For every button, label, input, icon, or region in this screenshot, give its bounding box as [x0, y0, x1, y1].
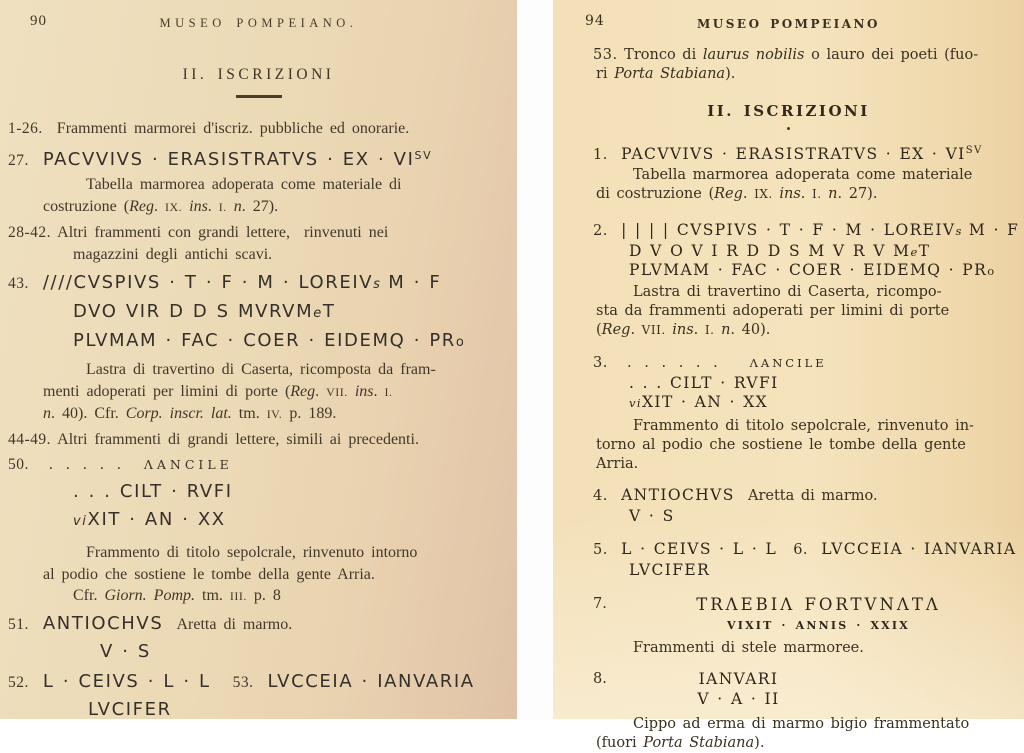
text-line	[0, 478, 517, 506]
text-segment: M · F	[388, 272, 442, 293]
text-segment: . . . CILT · RVFI	[73, 481, 233, 502]
text-segment	[608, 488, 621, 504]
text-line	[553, 302, 1024, 321]
catalog-entry	[553, 594, 1024, 658]
text-line	[553, 617, 1024, 634]
text-line	[0, 668, 517, 696]
text-segment: Frammenti di stele marmoree.	[633, 640, 864, 656]
text-segment: ANTIOCHVS	[621, 486, 735, 504]
text-segment: T	[918, 242, 931, 260]
text-segment: e	[910, 245, 919, 259]
page-header-right	[553, 0, 1024, 38]
text-segment: .	[693, 322, 705, 338]
text-line	[0, 327, 517, 356]
catalog-entry	[0, 451, 517, 608]
text-segment	[608, 223, 621, 239]
text-line	[0, 403, 517, 426]
text-segment: PACVVIVS · ERASISTRATVS · EX · VI	[621, 145, 966, 163]
text-segment: ////CVSPIVS · T · F · M · LOREIV	[42, 272, 374, 293]
text-segment	[608, 147, 621, 163]
text-segment: ins	[354, 382, 374, 400]
catalog-entry	[0, 222, 517, 265]
entry-number: 2.	[593, 223, 608, 239]
text-line	[0, 142, 517, 174]
text-segment: T	[322, 301, 336, 322]
text-segment: (fuori	[596, 735, 644, 751]
entry-number: 5.	[593, 542, 608, 558]
text-line	[553, 46, 1024, 65]
text-segment: III.	[229, 589, 247, 603]
text-segment: . 40).	[730, 322, 771, 338]
page-left	[0, 0, 517, 719]
text-segment: .	[315, 382, 327, 400]
text-segment: D V O V I R D D S M V R V M	[629, 242, 911, 260]
page-number: 94	[585, 13, 605, 29]
text-segment: Porta Stabiana	[643, 735, 755, 751]
text-segment: al podio che sostiene le tombe della gente Arria.	[43, 565, 375, 583]
catalog-entry	[0, 668, 517, 724]
page-body-left	[0, 66, 517, 724]
text-line	[0, 222, 517, 244]
text-segment: .	[630, 322, 642, 338]
page-number: 90	[30, 13, 47, 29]
text-segment: o lauro dei poeti (fuo-	[804, 47, 979, 63]
text-line	[0, 638, 517, 666]
text-segment: ΛANCILE	[143, 457, 233, 472]
text-segment: ΛANCILE	[749, 356, 827, 370]
text-segment: Reg	[601, 322, 631, 338]
catalog-entry	[553, 353, 1024, 474]
catalog-entry	[553, 140, 1024, 204]
text-segment: LVCCEIA · IANVARIA	[821, 540, 1017, 558]
text-segment: . . . CILT · RVFI	[629, 374, 779, 392]
text-segment	[29, 275, 43, 292]
text-segment: Lastra di travertino di Caserta, ricomposta da fram-	[86, 361, 436, 378]
page-header-left	[0, 0, 517, 38]
text-segment: .	[373, 382, 385, 400]
text-line	[553, 485, 1024, 507]
text-line	[0, 174, 517, 196]
text-segment: Frammento di titolo sepolcrale, rinvenuto in-	[633, 418, 974, 434]
text-segment: L · CEIVS · L · L	[621, 540, 778, 558]
heading-ornament-dot	[787, 127, 790, 130]
text-segment: V · S	[100, 640, 151, 662]
entry-number: 1-26.	[8, 119, 43, 137]
text-segment: torno al podio che sostiene le tombe della gente	[596, 437, 966, 453]
text-line	[0, 381, 517, 404]
text-segment	[29, 616, 43, 633]
section-heading-text: II. ISCRIZIONI	[182, 66, 335, 83]
entry-number: 8.	[593, 671, 607, 687]
entry-number: 44-49.	[8, 430, 52, 448]
text-line	[553, 374, 1024, 393]
text-segment: Reg	[290, 382, 316, 400]
text-segment: p. 8	[246, 587, 281, 604]
text-line	[0, 298, 517, 327]
text-segment: ).	[725, 66, 736, 82]
text-segment: vi	[629, 396, 642, 410]
catalog-entry	[553, 669, 1024, 753]
text-line	[553, 185, 1024, 204]
text-line	[553, 417, 1024, 436]
text-segment: DVO VIR D D S MVRVM	[73, 301, 314, 322]
text-segment: ins	[189, 197, 208, 215]
entry-number: 28-42.	[8, 224, 52, 241]
text-segment	[29, 674, 43, 691]
text-line	[0, 564, 517, 586]
text-line	[553, 455, 1024, 474]
text-segment: n	[828, 186, 838, 202]
text-segment: magazzini degli antichi scavi.	[73, 245, 273, 263]
text-line	[553, 65, 1024, 84]
catalog-entry	[0, 610, 517, 666]
catalog-entry	[553, 539, 1024, 580]
text-segment: IV.	[266, 407, 283, 421]
text-segment: .	[153, 197, 165, 215]
text-segment: I.	[811, 187, 822, 201]
text-segment: laurus nobilis	[702, 47, 805, 63]
text-segment: n	[43, 405, 51, 422]
entry-number: 43.	[8, 275, 29, 292]
text-segment: PLVMAM · FAC · COER · EIDEMQ · PR	[73, 330, 456, 351]
text-segment: o	[987, 264, 996, 278]
text-segment: n	[233, 197, 242, 215]
text-line	[0, 542, 517, 564]
text-segment: LVCIFER	[629, 561, 711, 579]
text-line	[553, 140, 1024, 166]
text-segment: di costruzione (	[596, 186, 715, 202]
text-segment: TRΛEBIΛ FORTVNΛTΛ	[696, 595, 941, 614]
text-segment: Frammento di titolo sepolcrale, rinvenuto intorno	[86, 544, 418, 561]
text-segment: IX.	[754, 187, 773, 201]
text-line	[553, 242, 1024, 261]
text-segment: .	[800, 186, 812, 202]
text-segment	[29, 152, 43, 169]
text-segment: costruzione (	[43, 197, 130, 215]
entry-number: 52.	[8, 673, 29, 691]
text-segment: SV	[414, 149, 433, 162]
entry-number: 53.	[593, 47, 618, 63]
text-line	[0, 506, 517, 535]
text-line	[0, 429, 517, 451]
text-line	[553, 539, 1024, 561]
text-line	[0, 118, 517, 140]
text-line	[553, 220, 1024, 242]
text-segment: XIT · AN · XX	[87, 509, 226, 530]
text-line	[553, 734, 1024, 753]
text-segment: Altri frammenti di grandi lettere, simili ai precedenti.	[51, 430, 419, 448]
catalog-entry	[553, 220, 1024, 340]
text-segment: V · A · II	[697, 690, 780, 708]
text-line	[553, 283, 1024, 302]
text-segment: | | | | CVSPIVS · T · F · M · LOREIV	[621, 221, 956, 239]
text-line	[553, 715, 1024, 734]
text-segment: LVCIFER	[88, 698, 172, 720]
text-line	[0, 610, 517, 638]
text-segment: VII.	[641, 323, 666, 337]
entry-number: 3.	[593, 355, 608, 371]
text-segment: I.	[384, 384, 393, 399]
text-segment	[227, 198, 234, 215]
text-segment: L · CEIVS · L · L	[42, 670, 211, 692]
text-segment: Cfr.	[73, 587, 105, 604]
text-segment	[348, 383, 355, 400]
catalog-entry	[0, 142, 517, 218]
section-heading-text: II. ISCRIZIONI	[707, 102, 870, 120]
text-line	[0, 244, 517, 266]
text-segment: e	[313, 306, 323, 321]
text-line	[0, 269, 517, 298]
catalog-entry	[0, 269, 517, 426]
page-right	[553, 0, 1024, 751]
text-segment: . 27).	[837, 186, 878, 202]
text-segment: ri	[596, 66, 615, 82]
text-segment: .	[207, 197, 219, 215]
text-segment: M · F	[968, 221, 1020, 239]
text-segment: .	[742, 186, 755, 202]
section-heading	[553, 102, 1024, 130]
text-segment: Porta Stabiana	[614, 66, 726, 82]
text-segment: ins	[779, 186, 801, 202]
text-line	[553, 691, 1024, 709]
text-line	[0, 696, 517, 724]
text-line	[553, 594, 1024, 617]
text-segment: menti adoperati per limini di porte (	[43, 382, 291, 400]
text-segment: Altri frammenti con grandi lettere, rinvenuti nei	[51, 224, 389, 241]
text-segment: n	[721, 322, 731, 338]
running-title: MUSEO POMPEIANO.	[159, 16, 358, 30]
heading-ornament-rule	[236, 95, 282, 98]
text-segment	[808, 542, 821, 558]
text-line	[553, 321, 1024, 340]
text-segment: vi	[73, 514, 88, 529]
text-segment: ).	[754, 735, 765, 751]
text-line	[0, 359, 517, 381]
text-segment: sta da frammenti adoperati per limini di porte	[596, 303, 950, 319]
text-segment: Tabella marmorea adoperata come materiale	[633, 167, 973, 183]
text-segment: Reg	[714, 186, 743, 202]
text-line	[553, 669, 1024, 691]
text-segment: LVCCEIA · IANVARIA	[267, 670, 475, 692]
catalog-entry	[553, 485, 1024, 526]
text-segment: tm.	[195, 587, 230, 604]
text-line	[0, 451, 517, 478]
text-line	[553, 393, 1024, 412]
text-segment: XIT · AN · XX	[641, 393, 769, 411]
text-line	[553, 353, 1024, 374]
text-segment: Aretta di marmo.	[163, 615, 293, 633]
text-line	[553, 561, 1024, 580]
text-segment: ins	[672, 322, 694, 338]
text-segment: V · S	[629, 507, 675, 525]
entry-number: 27.	[8, 152, 29, 169]
text-segment	[608, 542, 621, 558]
text-segment	[254, 674, 268, 691]
entry-number: 4.	[593, 488, 608, 504]
text-line	[553, 639, 1024, 658]
text-segment: IX.	[164, 199, 183, 214]
text-segment: PLVMAM · FAC · COER · EIDEMQ · PR	[629, 261, 988, 279]
text-segment: Corp. inscr. lat.	[125, 405, 232, 422]
text-segment: Lastra di travertino di Caserta, ricompo-	[633, 284, 942, 300]
text-segment: Arria.	[596, 456, 639, 472]
text-segment: SV	[965, 145, 983, 156]
text-segment: Tabella marmorea adoperata come materiale di	[86, 176, 402, 193]
text-segment: IANVARI	[698, 670, 779, 688]
entry-number: 6.	[793, 542, 809, 558]
entry-number: 1.	[593, 147, 608, 163]
text-segment: Tronco di	[617, 47, 703, 63]
text-segment: Cippo ad erma di marmo bigio frammentato	[633, 716, 970, 732]
entry-number: 53.	[232, 673, 254, 691]
entry-number: 7.	[593, 596, 607, 612]
text-line	[553, 507, 1024, 526]
text-line	[0, 196, 517, 219]
text-line	[553, 436, 1024, 455]
text-line	[553, 261, 1024, 280]
running-title: MUSEO POMPEIANO	[697, 17, 880, 31]
text-line	[0, 585, 517, 608]
text-segment: Aretta di marmo.	[734, 488, 878, 504]
text-segment: s	[955, 224, 969, 238]
text-segment: . . . . . .	[607, 355, 750, 371]
catalog-entry	[0, 429, 517, 451]
text-segment: PACVVIVS · ERASISTRATVS · EX · VI	[42, 149, 415, 170]
text-segment: o	[455, 335, 466, 350]
text-segment: I.	[218, 199, 227, 214]
text-segment: (	[596, 322, 602, 338]
catalog-entry	[0, 118, 517, 140]
text-segment: Reg	[129, 197, 154, 215]
text-segment: tm.	[231, 405, 267, 422]
text-segment: Giorn. Pomp.	[104, 587, 196, 604]
text-segment: ANTIOCHVS	[42, 612, 164, 634]
catalog-entry	[553, 46, 1024, 84]
text-segment: . 40). Cfr.	[51, 405, 126, 422]
text-segment: VII.	[326, 384, 348, 399]
entry-number: 50.	[8, 456, 29, 473]
text-segment: . 27).	[241, 197, 279, 215]
text-segment: Frammenti marmorei d'iscriz. pubbliche ed onorarie.	[42, 119, 410, 137]
section-heading	[0, 66, 517, 98]
text-line	[553, 166, 1024, 185]
text-segment: VIXIT · ANNIS · XXIX	[726, 619, 910, 632]
text-segment: p. 189.	[282, 405, 337, 422]
text-segment: . . . . .	[28, 456, 144, 473]
text-segment: s	[373, 277, 389, 292]
entry-number: 51.	[8, 615, 29, 633]
page-body-right	[553, 46, 1024, 753]
text-segment: I.	[704, 323, 715, 337]
